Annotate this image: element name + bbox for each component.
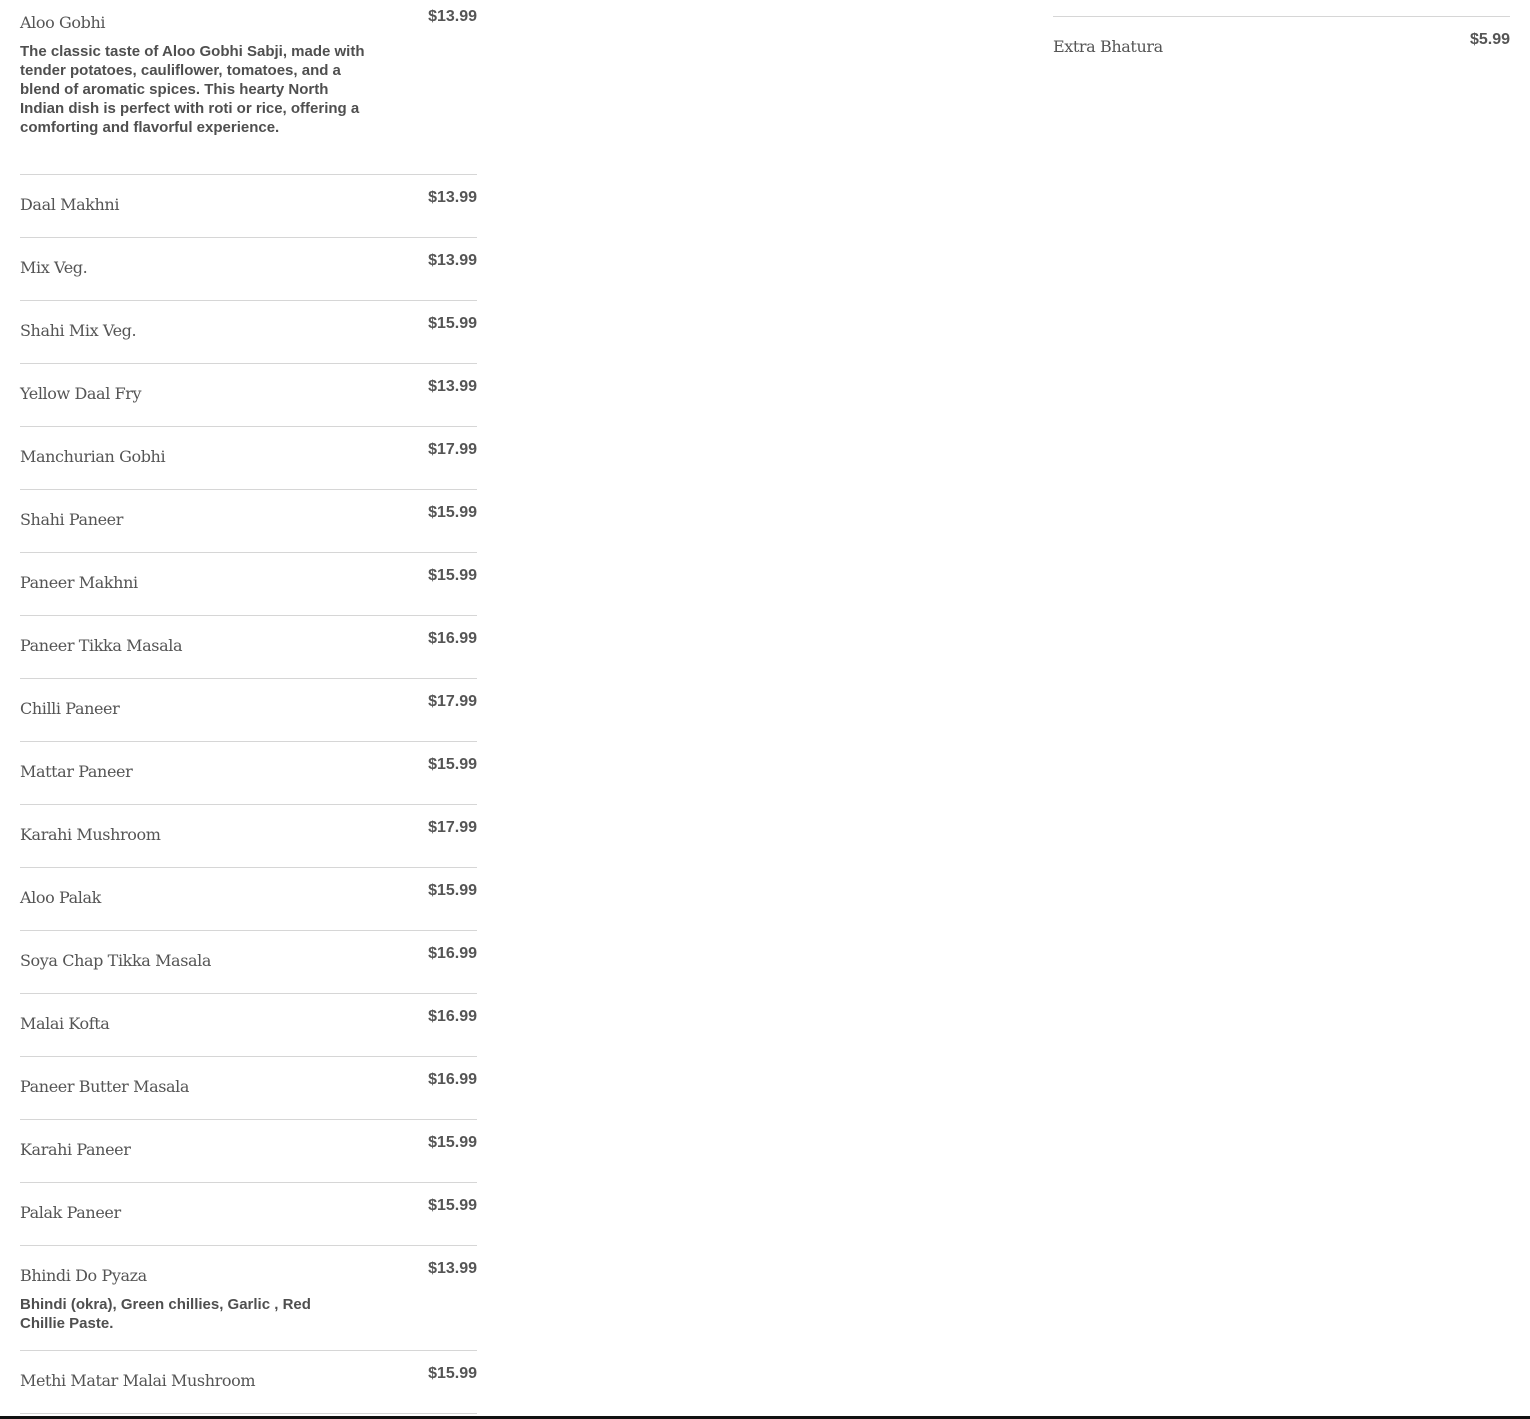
item-price: $16.99 (428, 1008, 477, 1025)
item-price: $15.99 (428, 567, 477, 584)
menu-item-karahi-paneer[interactable] (20, 1120, 477, 1183)
item-name: Manchurian Gobhi (20, 447, 166, 466)
item-price: $5.99 (1469, 31, 1510, 48)
menu-item-paneer-makhni[interactable] (20, 553, 477, 616)
item-price: $15.99 (428, 756, 477, 773)
item-name: Palak Paneer (20, 1203, 121, 1222)
item-name: Paneer Tikka Masala (20, 636, 183, 655)
menu-item-aloo-palak[interactable] (20, 868, 477, 931)
item-name: Methi Matar Malai Mushroom (20, 1371, 256, 1390)
menu-item-shahi-paneer[interactable] (20, 490, 477, 553)
menu-item-shahi-mix-veg[interactable] (20, 301, 477, 364)
menu-item-palak-paneer[interactable] (20, 1183, 477, 1246)
item-price: $15.99 (428, 1197, 477, 1214)
item-name: Paneer Makhni (20, 573, 138, 592)
menu-item-malai-kofta[interactable] (20, 994, 477, 1057)
item-price: $17.99 (428, 441, 477, 458)
menu-item-mattar-paneer[interactable] (20, 742, 477, 805)
menu-item-paneer-butter-masala[interactable] (20, 1057, 477, 1120)
item-price: $16.99 (428, 945, 477, 962)
item-price: $13.99 (428, 378, 477, 395)
item-price: $15.99 (428, 1365, 477, 1382)
item-name: Aloo Gobhi (20, 13, 106, 32)
item-name: Soya Chap Tikka Masala (20, 951, 212, 970)
menu-item-chilli-paneer[interactable] (20, 679, 477, 742)
item-description: The classic taste of Aloo Gobhi Sabji, made with tender potatoes, cauliflower, tomatoes, and a blend of aromatic spices. This hearty North Indian dish is perfect with roti or rice, offering a comforting and flavorful experience. (20, 43, 365, 136)
menu-item-soya-chap-tikka-masala[interactable] (20, 931, 477, 994)
menu-item-daal-makhni[interactable] (20, 175, 477, 238)
menu-item-paneer-tikka-masala[interactable] (20, 616, 477, 679)
menu-item-karahi-mushroom[interactable] (20, 805, 477, 868)
item-name: Karahi Paneer (20, 1140, 131, 1159)
menu-item-methi-matar-malai-mushroom[interactable] (20, 1351, 477, 1414)
item-name: Chilli Paneer (20, 699, 120, 718)
menu-item-aloo-gobhi[interactable] (20, 0, 477, 175)
item-price: $13.99 (428, 252, 477, 269)
item-name: Shahi Paneer (20, 510, 123, 529)
item-price: $17.99 (428, 819, 477, 836)
menu-item-yellow-daal-fry[interactable] (20, 364, 477, 427)
item-price: $17.99 (428, 693, 477, 710)
menu-column-right (1053, 16, 1510, 80)
menu-item-extra-bhatura[interactable] (1053, 17, 1510, 80)
menu-item-bhindi-do-pyaza[interactable] (20, 1246, 477, 1351)
item-name: Mattar Paneer (20, 762, 133, 781)
item-name: Mix Veg. (20, 258, 88, 277)
item-name: Shahi Mix Veg. (20, 321, 137, 340)
item-price: $16.99 (428, 630, 477, 647)
item-name: Yellow Daal Fry (20, 384, 142, 403)
item-price: $15.99 (428, 315, 477, 332)
item-name: Paneer Butter Masala (20, 1077, 190, 1096)
item-name: Malai Kofta (20, 1014, 110, 1033)
menu-item-manchurian-gobhi[interactable] (20, 427, 477, 490)
item-name: Bhindi Do Pyaza (20, 1266, 147, 1285)
item-price: $15.99 (428, 882, 477, 899)
item-price: $15.99 (428, 504, 477, 521)
item-description: Bhindi (okra), Green chillies, Garlic , Red Chillie Paste. (20, 1296, 311, 1332)
item-price: $16.99 (428, 1071, 477, 1088)
item-price: $15.99 (428, 1134, 477, 1151)
item-name: Extra Bhatura (1053, 37, 1163, 56)
menu-column-left (20, 0, 477, 1414)
item-name: Daal Makhni (20, 195, 120, 214)
item-price: $13.99 (428, 189, 477, 206)
menu-item-mix-veg[interactable] (20, 238, 477, 301)
item-price: $13.99 (428, 1260, 477, 1277)
item-price: $13.99 (428, 8, 477, 25)
item-name: Aloo Palak (20, 888, 101, 907)
item-name: Karahi Mushroom (20, 825, 161, 844)
